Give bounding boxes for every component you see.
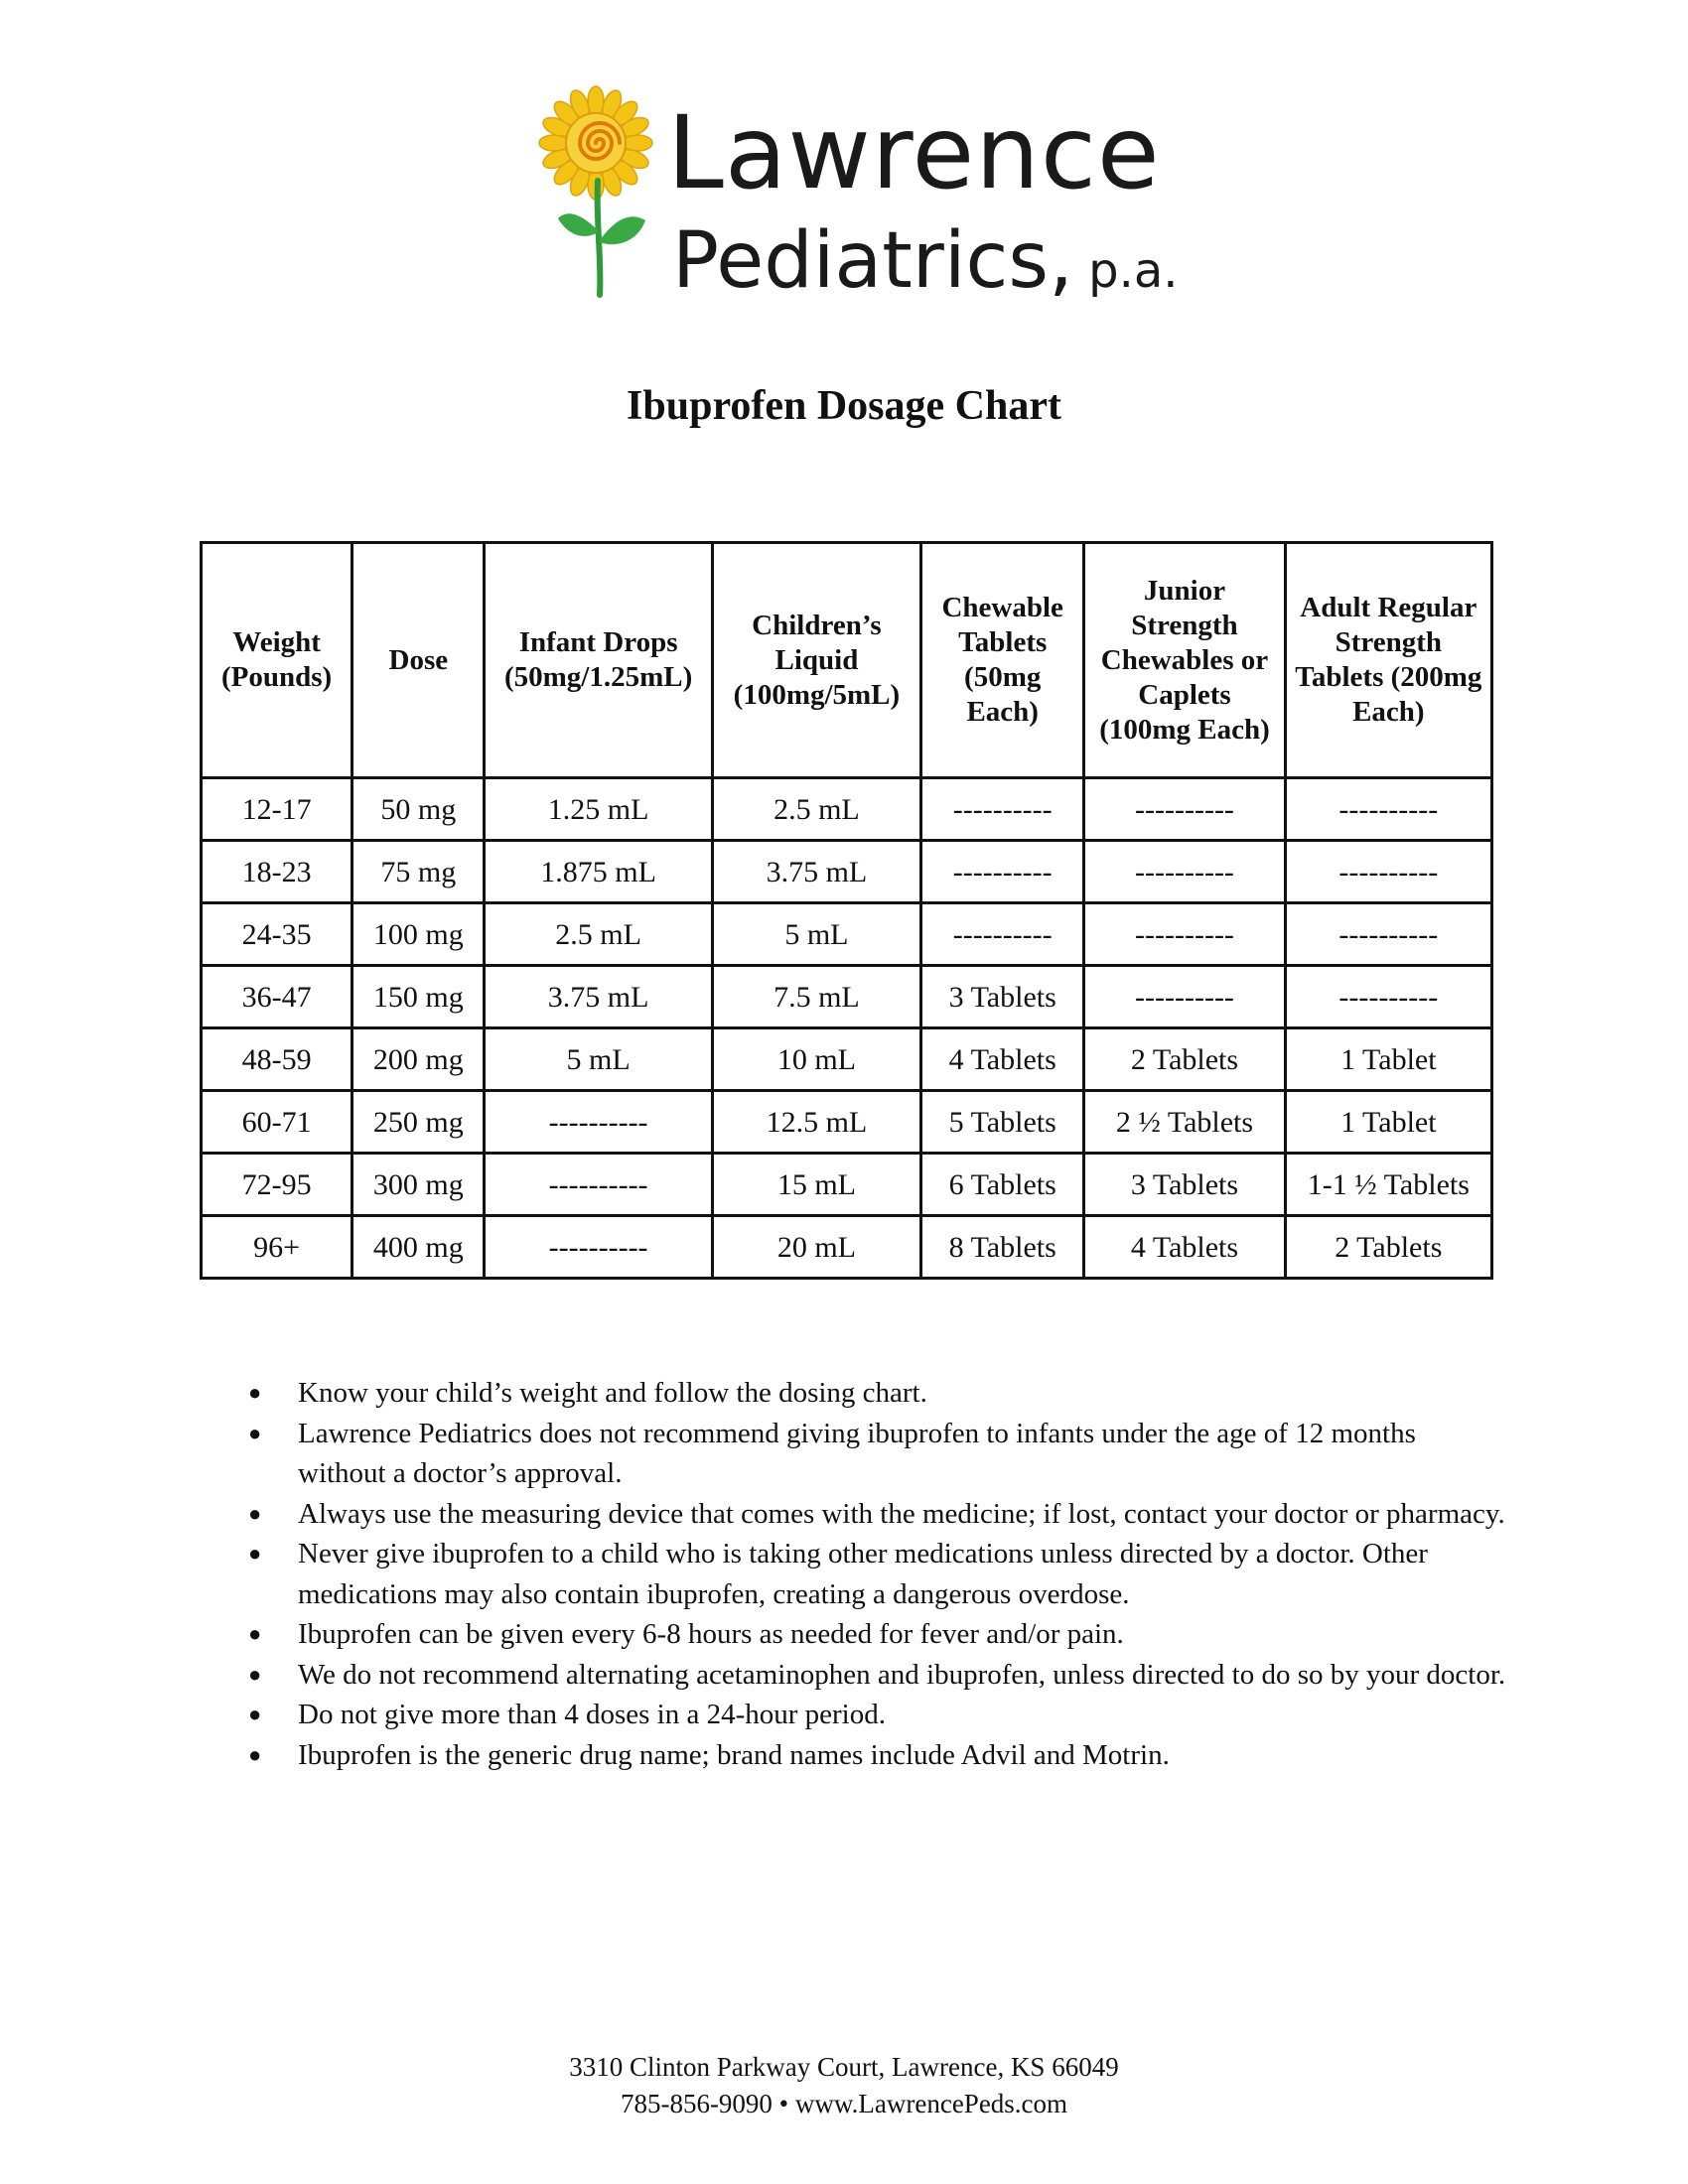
table-cell: 12-17 xyxy=(202,778,352,841)
list-item: ● Ibuprofen is the generic drug name; brand names include Advil and Motrin. xyxy=(298,1735,1509,1776)
table-cell: 6 Tablets xyxy=(921,1154,1084,1216)
table-cell: 72-95 xyxy=(202,1154,352,1216)
list-item: ● Know your child’s weight and follow the dosing chart. xyxy=(298,1373,1509,1414)
table-cell: 1 Tablet xyxy=(1285,1028,1491,1091)
table-cell: ---------- xyxy=(1285,966,1491,1028)
table-cell: 8 Tablets xyxy=(921,1216,1084,1279)
table-cell: 4 Tablets xyxy=(1084,1216,1285,1279)
table-cell: 7.5 mL xyxy=(712,966,920,1028)
logo xyxy=(536,81,1179,310)
header-junior-strength: Junior Strength Chewables or Caplets (100mg Each) xyxy=(1084,543,1285,778)
footer-address: 3310 Clinton Parkway Court, Lawrence, KS 66049 xyxy=(569,2052,1119,2082)
table-cell: ---------- xyxy=(485,1154,712,1216)
list-item: ● Lawrence Pediatrics does not recommend giving ibuprofen to infants under the age of 12 months without a doctor’s approval. xyxy=(298,1414,1509,1494)
header-adult-regular: Adult Regular Strength Tablets (200mg Each) xyxy=(1285,543,1491,778)
table-cell: ---------- xyxy=(1285,778,1491,841)
list-item: ● Never give ibuprofen to a child who is taking other medications unless directed by a doctor. Other medications may also contain ibuprofen, creating a dangerous overdose. xyxy=(298,1534,1509,1614)
sunflower-petal xyxy=(539,135,569,151)
table-cell: ---------- xyxy=(1084,903,1285,966)
table-cell: ---------- xyxy=(921,778,1084,841)
table-row xyxy=(202,903,1492,966)
table-cell: 96+ xyxy=(202,1216,352,1279)
table-cell: 20 mL xyxy=(712,1216,920,1279)
header-weight: Weight (Pounds) xyxy=(202,543,352,778)
logo-wordmark-line1: Lawrence xyxy=(667,94,1161,212)
page-title: Ibuprofen Dosage Chart xyxy=(627,383,1061,429)
table-cell: ---------- xyxy=(485,1091,712,1154)
list-item: ● Always use the measuring device that comes with the medicine; if lost, contact your doctor or pharmacy. xyxy=(298,1494,1509,1535)
table-cell: 3 Tablets xyxy=(921,966,1084,1028)
logo-suffix: p.a. xyxy=(1072,243,1179,299)
header-dose: Dose xyxy=(352,543,485,778)
header-infant-drops: Infant Drops (50mg/1.25mL) xyxy=(485,543,712,778)
table-cell: 5 mL xyxy=(485,1028,712,1091)
sunflower-petal xyxy=(623,135,652,151)
table-cell: 36-47 xyxy=(202,966,352,1028)
table-cell: 3.75 mL xyxy=(485,966,712,1028)
table-cell: ---------- xyxy=(1084,841,1285,903)
table-cell: ---------- xyxy=(1084,778,1285,841)
table-row xyxy=(202,1091,1492,1154)
logo-wordmark-line2 xyxy=(672,216,1179,306)
dosing-notes-list xyxy=(298,1373,1509,1775)
table-row xyxy=(202,841,1492,903)
table-cell: ---------- xyxy=(1084,966,1285,1028)
header-chewable-tablets: Chewable Tablets (50mg Each) xyxy=(921,543,1084,778)
table-cell: 2 Tablets xyxy=(1285,1216,1491,1279)
table-row xyxy=(202,1028,1492,1091)
table-cell: 1.875 mL xyxy=(485,841,712,903)
footer-contact: 785-856-9090 • www.LawrencePeds.com xyxy=(620,2089,1068,2118)
logo-pediatrics: Pediatrics, xyxy=(672,216,1073,306)
footer xyxy=(0,2049,1688,2122)
table-row xyxy=(202,1216,1492,1279)
table-row xyxy=(202,966,1492,1028)
table-cell: 400 mg xyxy=(352,1216,485,1279)
table-cell: 2 ½ Tablets xyxy=(1084,1091,1285,1154)
table-header-row xyxy=(202,543,1492,778)
table-cell: 100 mg xyxy=(352,903,485,966)
dosage-table xyxy=(200,541,1493,1280)
table-cell: 250 mg xyxy=(352,1091,485,1154)
sunflower-petal xyxy=(588,86,604,116)
table-cell: 200 mg xyxy=(352,1028,485,1091)
sunflower-icon xyxy=(536,81,665,310)
table-cell: ---------- xyxy=(485,1216,712,1279)
table-cell: 48-59 xyxy=(202,1028,352,1091)
table-cell: 3.75 mL xyxy=(712,841,920,903)
table-cell: ---------- xyxy=(1285,903,1491,966)
table-cell: 4 Tablets xyxy=(921,1028,1084,1091)
table-cell: 2.5 mL xyxy=(485,903,712,966)
table-cell: 5 mL xyxy=(712,903,920,966)
table-row xyxy=(202,778,1492,841)
table-cell: 1.25 mL xyxy=(485,778,712,841)
table-cell: ---------- xyxy=(921,903,1084,966)
table-cell: 24-35 xyxy=(202,903,352,966)
header-childrens-liquid: Children’s Liquid (100mg/5mL) xyxy=(712,543,920,778)
table-cell: 50 mg xyxy=(352,778,485,841)
table-row xyxy=(202,1154,1492,1216)
table-cell: 150 mg xyxy=(352,966,485,1028)
table-cell: 5 Tablets xyxy=(921,1091,1084,1154)
table-cell: 18-23 xyxy=(202,841,352,903)
table-cell: 300 mg xyxy=(352,1154,485,1216)
table-cell: 10 mL xyxy=(712,1028,920,1091)
list-item: ● Do not give more than 4 doses in a 24-hour period. xyxy=(298,1695,1509,1735)
table-cell: 3 Tablets xyxy=(1084,1154,1285,1216)
table-cell: 1 Tablet xyxy=(1285,1091,1491,1154)
table-cell: 60-71 xyxy=(202,1091,352,1154)
table-cell: 1-1 ½ Tablets xyxy=(1285,1154,1491,1216)
table-cell: 2 Tablets xyxy=(1084,1028,1285,1091)
table-cell: 75 mg xyxy=(352,841,485,903)
table-cell: ---------- xyxy=(1285,841,1491,903)
list-item: ● Ibuprofen can be given every 6-8 hours as needed for fever and/or pain. xyxy=(298,1614,1509,1655)
list-item: ● We do not recommend alternating acetaminophen and ibuprofen, unless directed to do so by your doctor. xyxy=(298,1655,1509,1696)
table-cell: 15 mL xyxy=(712,1154,920,1216)
table-cell: ---------- xyxy=(921,841,1084,903)
table-cell: 2.5 mL xyxy=(712,778,920,841)
table-cell: 12.5 mL xyxy=(712,1091,920,1154)
